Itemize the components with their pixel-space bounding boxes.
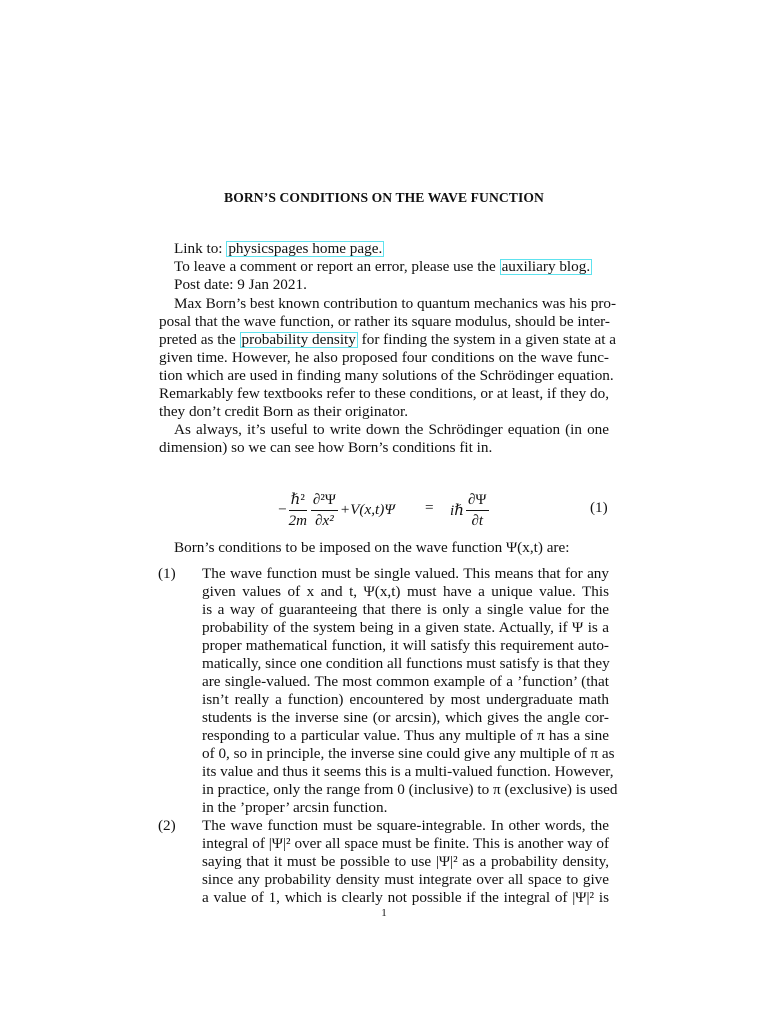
i-hbar: iℏ bbox=[450, 501, 465, 519]
fraction-derivative bbox=[311, 490, 338, 531]
home-page-link[interactable]: physicspages home page. bbox=[228, 240, 383, 257]
text-line: is a way of guaranteeing that there is only a single value for the bbox=[202, 601, 609, 618]
comment-line bbox=[159, 258, 609, 276]
equals-sign: = bbox=[425, 499, 434, 516]
fraction-numerator: ∂Ψ bbox=[466, 490, 488, 511]
fraction-hbar bbox=[289, 490, 307, 531]
text-line: Max Born’s best known contribution to quantum mechanics was his pro- bbox=[174, 295, 617, 312]
probability-density-link[interactable]: probability density bbox=[241, 331, 356, 348]
fraction-numerator: ∂²Ψ bbox=[311, 490, 338, 511]
schrodinger-equation bbox=[0, 484, 768, 536]
fraction-denominator: 2m bbox=[288, 512, 307, 529]
text-line: responding to a particular value. Thus any multiple of π has a sine bbox=[202, 727, 609, 744]
link-line bbox=[159, 240, 609, 258]
fraction-denominator: ∂x² bbox=[315, 512, 334, 529]
text-line: of 0, so in principle, the inverse sine could give any multiple of π as bbox=[202, 745, 615, 762]
condition-item-1 bbox=[158, 565, 618, 817]
text-line: a value of 1, which is clearly not possible if the integral of |Ψ|² is bbox=[202, 889, 609, 906]
post-date: Post date: 9 Jan 2021. bbox=[174, 276, 307, 293]
text-line: Born’s conditions to be imposed on the wave function Ψ(x,t) are: bbox=[174, 539, 570, 556]
fraction-numerator: ℏ² bbox=[289, 490, 307, 511]
text-line: isn’t really a function) encountered by most undergraduate math bbox=[202, 691, 609, 708]
text-line: students is the inverse sine (or arcsin), which gives the angle cor- bbox=[202, 709, 609, 726]
text-line: given time. However, he also proposed four conditions on the wave func- bbox=[159, 349, 609, 366]
text-line: integral of |Ψ|² over all space must be finite. This is another way of bbox=[202, 835, 609, 852]
text-fragment: for finding the system in a given state at a bbox=[357, 331, 616, 348]
auxiliary-blog-link[interactable]: auxiliary blog. bbox=[501, 258, 591, 275]
text-line: The wave function must be square-integrable. In other words, the bbox=[202, 817, 609, 834]
condition-item-2 bbox=[158, 817, 609, 907]
page-number: 1 bbox=[381, 907, 387, 919]
intro-paragraph bbox=[159, 295, 617, 457]
equation-number: (1) bbox=[590, 499, 608, 516]
text-line: The wave function must be single valued. This means that for any bbox=[202, 565, 609, 582]
text-line: saying that it must be possible to use |Ψ|² as a probability density, bbox=[202, 853, 609, 870]
text-line: in practice, only the range from 0 (inclusive) to π (exclusive) is used bbox=[202, 781, 618, 798]
page-title: BORN’S CONDITIONS ON THE WAVE FUNCTION bbox=[224, 190, 544, 205]
equation-rhs bbox=[450, 484, 491, 536]
conditions-intro bbox=[159, 539, 609, 557]
minus-sign: − bbox=[278, 501, 287, 518]
text-line: matically, since one condition all functions must satisfy is that they bbox=[202, 655, 610, 672]
text-line bbox=[159, 331, 616, 349]
text-line: since any probability density must integrate over all space to give bbox=[202, 871, 609, 888]
item-label: (2) bbox=[158, 817, 176, 834]
text-line: dimension) so we can see how Born’s conditions fit in. bbox=[159, 439, 493, 456]
fraction-denominator: ∂t bbox=[471, 512, 484, 529]
link-prefix: Link to: bbox=[174, 240, 227, 257]
potential-term: +V(x,t)Ψ bbox=[339, 501, 395, 518]
equation-lhs bbox=[278, 484, 395, 536]
text-line: its value and thus it seems this is a multi-valued function. However, bbox=[202, 763, 614, 780]
text-line: Remarkably few textbooks refer to these conditions, or at least, if they do, bbox=[159, 385, 610, 402]
text-line: proper mathematical function, it will satisfy this requirement auto- bbox=[202, 637, 609, 654]
header-meta bbox=[159, 240, 609, 294]
text-line: tion which are used in finding many solutions of the Schrödinger equation. bbox=[159, 367, 614, 384]
text-line: posal that the wave function, or rather its square modulus, should be inter- bbox=[159, 313, 610, 330]
text-fragment: preted as the bbox=[159, 331, 240, 348]
text-line: are single-valued. The most common example of a ’function’ (that bbox=[202, 673, 609, 690]
item-label: (1) bbox=[158, 565, 176, 582]
comment-prefix: To leave a comment or report an error, please use the bbox=[174, 258, 500, 275]
text-line: given values of x and t, Ψ(x,t) must have a unique value. This bbox=[202, 583, 609, 600]
text-line: in the ’proper’ arcsin function. bbox=[202, 799, 388, 816]
text-line: they don’t credit Born as their originator. bbox=[159, 403, 408, 420]
text-line: probability of the system being in a given state. Actually, if Ψ is a bbox=[202, 619, 609, 636]
fraction-time-derivative bbox=[466, 490, 488, 531]
text-line: As always, it’s useful to write down the Schrödinger equation (in one bbox=[174, 421, 609, 438]
